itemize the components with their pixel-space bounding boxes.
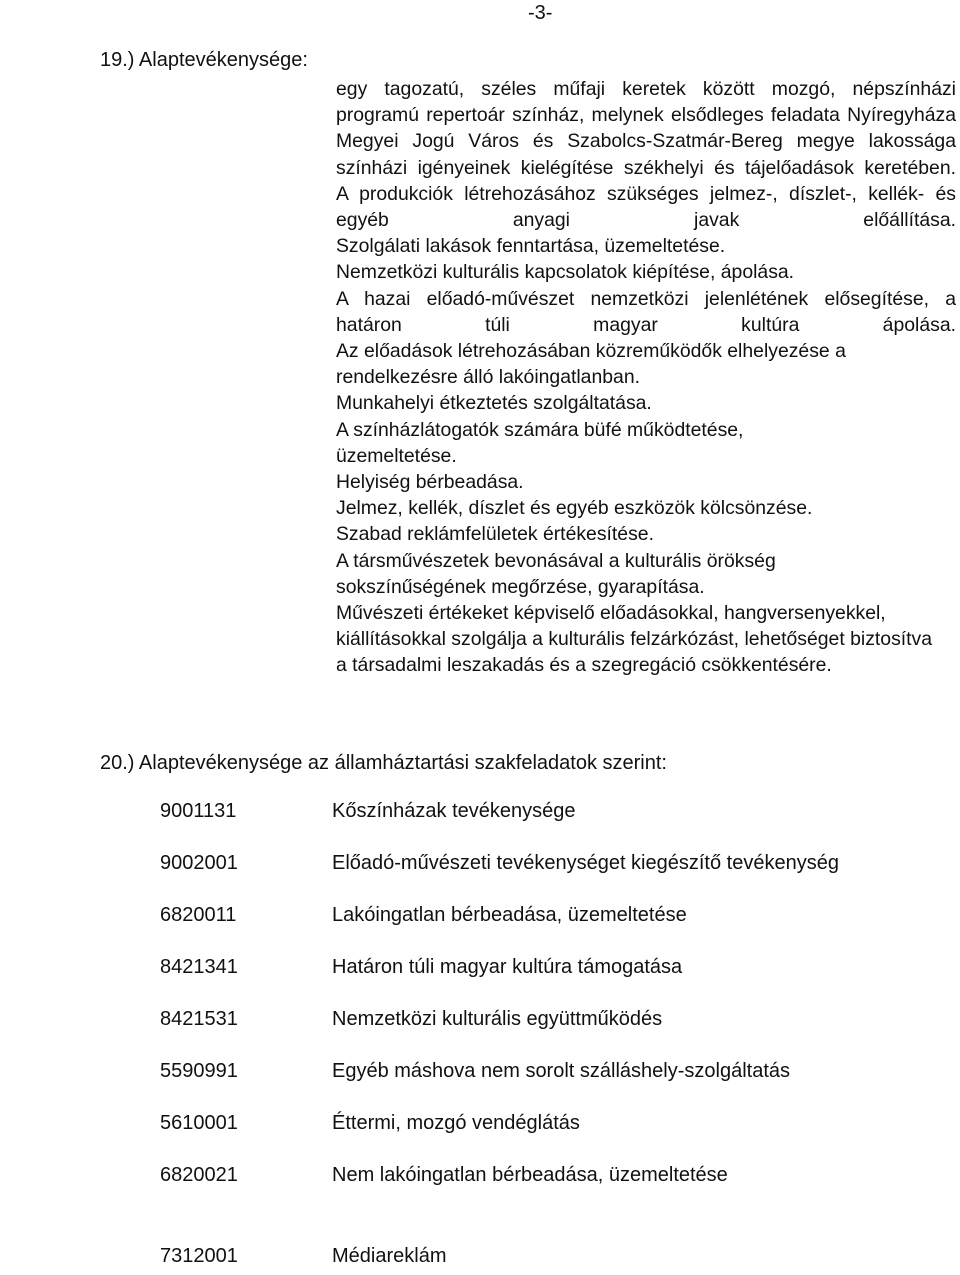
table-row bbox=[160, 800, 920, 830]
activity-item: Szabad reklámfelületek értékesítése. bbox=[336, 523, 654, 546]
task-description: Határon túli magyar kultúra támogatása bbox=[332, 956, 683, 978]
page-number: -3- bbox=[528, 2, 553, 24]
task-description: Éttermi, mozgó vendéglátás bbox=[332, 1112, 580, 1134]
activity-item: Jelmez, kellék, díszlet és egyéb eszközök kölcsönzése. bbox=[336, 497, 813, 520]
activity-item: Nemzetközi kulturális kapcsolatok kiépítése, ápolása. bbox=[336, 261, 795, 284]
task-description: Nemzetközi kulturális együttműködés bbox=[332, 1008, 663, 1030]
table-row bbox=[160, 1008, 920, 1038]
task-description: Nem lakóingatlan bérbeadása, üzemeltetése bbox=[332, 1164, 728, 1186]
table-row bbox=[160, 1245, 920, 1275]
table-row bbox=[160, 1060, 920, 1090]
task-code: 5610001 bbox=[160, 1112, 238, 1134]
activity-item: A produkciók létrehozásához szükséges jelmez-, díszlet-, kellék- és egyéb anyagi javak előállítása. bbox=[336, 182, 956, 232]
task-code: 8421341 bbox=[160, 956, 238, 978]
section-19-heading: 19.) Alaptevékenysége: bbox=[100, 49, 308, 71]
task-code: 8421531 bbox=[160, 1008, 238, 1030]
task-code: 7312001 bbox=[160, 1245, 238, 1267]
task-description: Egyéb máshova nem sorolt szálláshely-szolgáltatás bbox=[332, 1060, 790, 1082]
table-row bbox=[160, 904, 920, 934]
task-code: 6820021 bbox=[160, 1164, 238, 1186]
table-row bbox=[160, 956, 920, 986]
section-20-heading: 20.) Alaptevékenysége az államháztartási szakfeladatok szerint: bbox=[100, 752, 667, 774]
activity-item: A színházlátogatók számára büfé működtetése, üzemeltetése. bbox=[336, 418, 744, 467]
activity-item: Munkahelyi étkeztetés szolgáltatása. bbox=[336, 392, 652, 415]
activity-item: Az előadások létrehozásában közreműködők elhelyezése a rendelkezésre álló lakóingatlanban. bbox=[336, 340, 846, 389]
task-code: 9002001 bbox=[160, 852, 238, 874]
activity-list bbox=[336, 76, 956, 679]
task-description: Lakóingatlan bérbeadása, üzemeltetése bbox=[332, 904, 687, 926]
table-row bbox=[160, 1112, 920, 1142]
activity-item: Helyiség bérbeadása. bbox=[336, 471, 524, 494]
activity-item: A hazai előadó-művészet nemzetközi jelenlétének elősegítése, a határon túli magyar kultúra ápolása. bbox=[336, 287, 956, 336]
table-row bbox=[160, 1164, 920, 1194]
task-description: Kőszínházak tevékenysége bbox=[332, 800, 576, 822]
task-code: 9001131 bbox=[160, 800, 237, 822]
activity-item: egy tagozatú, széles műfaji keretek között mozgó, népszínházi programú repertoár színház, melynek elsődleges feladata Nyíregyháza Megyei Jogú Város és Szabolcs-Szatmár-Bereg megye lakossága színházi igényeinek kielégítése székhelyi és tájelőadások keretében. bbox=[336, 78, 956, 179]
activity-item: Művészeti értékeket képviselő előadásokkal, hangversenyekkel, kiállításokkal szolgálja a kulturális felzárkózást, lehetőséget biztosítva a társadalmi leszakadás és a szegregáció csökkentésére. bbox=[336, 602, 933, 677]
table-row bbox=[160, 852, 920, 882]
task-code: 5590991 bbox=[160, 1060, 238, 1082]
activity-item: A társművészetek bevonásával a kulturális örökség sokszínűségének megőrzése, gyarapítása. bbox=[336, 549, 776, 598]
activity-item: Szolgálati lakások fenntartása, üzemeltetése. bbox=[336, 235, 726, 258]
task-description: Előadó-művészeti tevékenységet kiegészítő tevékenység bbox=[332, 852, 839, 874]
task-description: Médiareklám bbox=[332, 1245, 447, 1267]
task-code: 6820011 bbox=[160, 904, 237, 926]
